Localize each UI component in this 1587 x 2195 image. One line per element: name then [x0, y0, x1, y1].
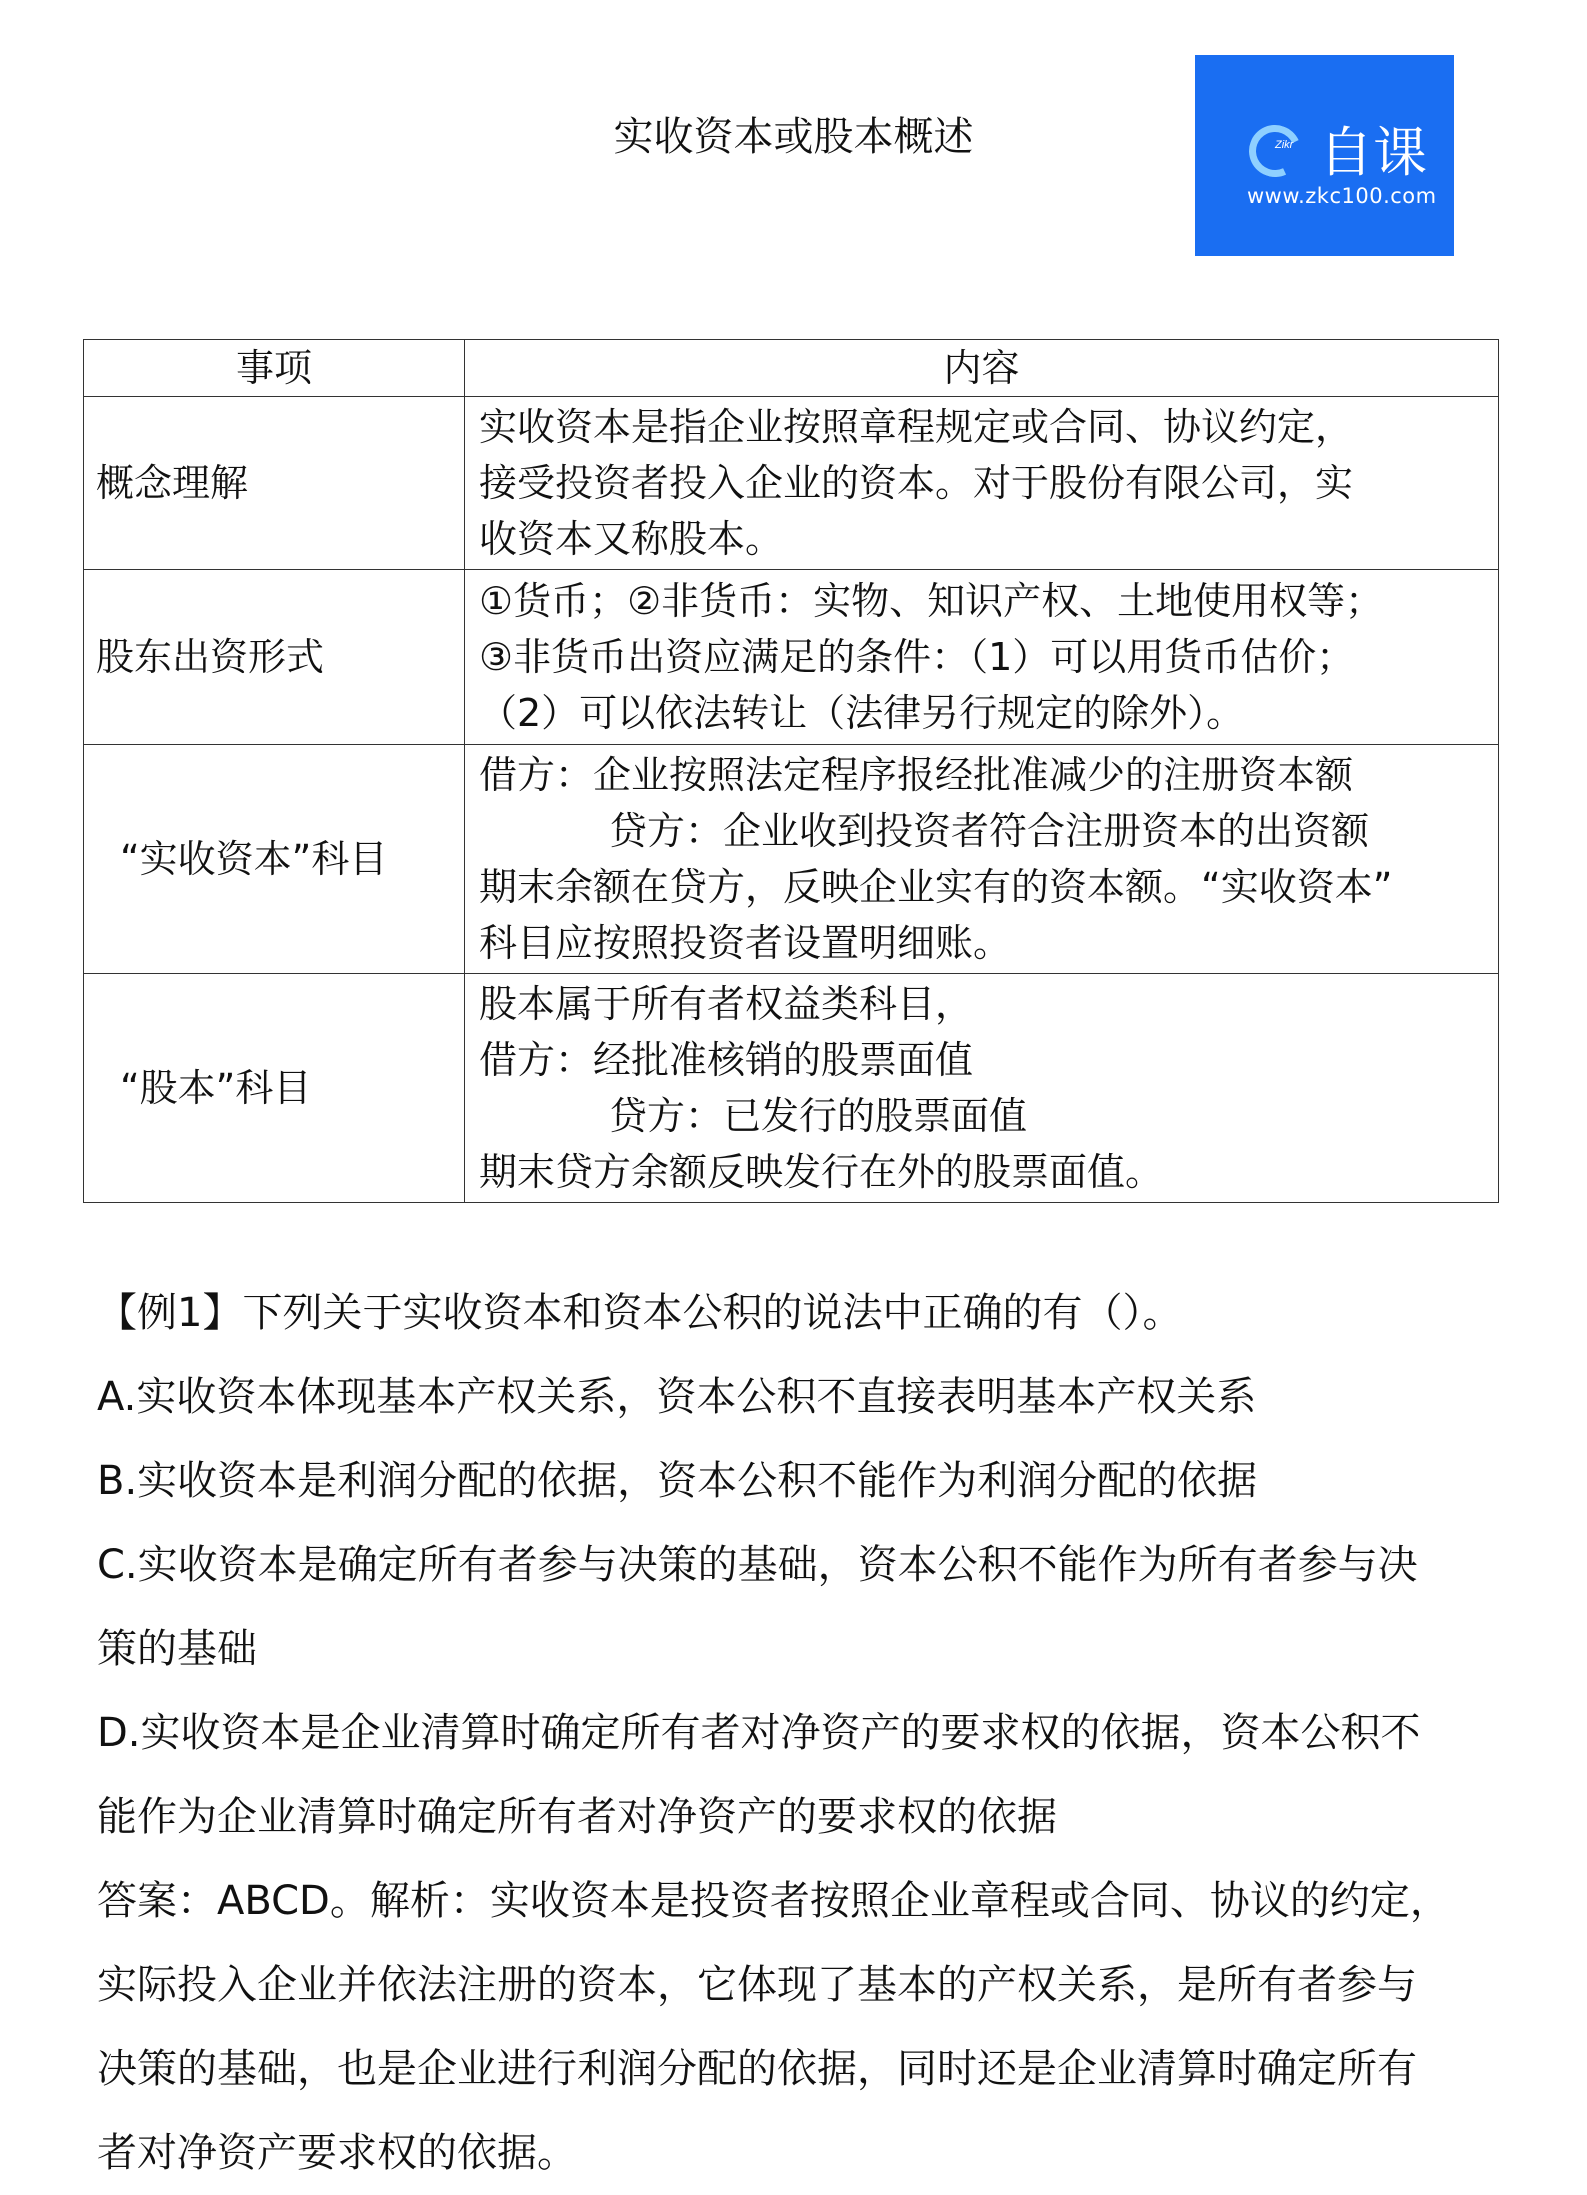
row-content	[465, 974, 1499, 1203]
content-line-text: 贷方：企业收到投资者符合注册资本的出资额	[609, 809, 1370, 853]
row-content	[465, 570, 1499, 745]
content-line: 期末贷方余额反映发行在外的股票面值。	[479, 1150, 1164, 1194]
content-line: 接受投资者投入企业的资本。对于股份有限公司，实	[479, 461, 1354, 505]
content-line: 借方：企业按照法定程序报经批准减少的注册资本额	[479, 753, 1354, 797]
option-a: A.实收资本体现基本产权关系，资本公积不直接表明基本产权关系	[97, 1374, 1257, 1420]
table-row	[84, 570, 1499, 745]
page-title: 实收资本或股本概述	[613, 114, 974, 160]
content-line: 借方：经批准核销的股票面值	[479, 1038, 974, 1082]
answer-line-2: 实际投入企业并依法注册的资本，它体现了基本的产权关系，是所有者参与	[97, 1962, 1417, 2008]
overview-table	[83, 339, 1499, 1203]
logo-mark-text: Zikr	[1275, 139, 1294, 151]
row-term: “股本”科目	[84, 974, 465, 1203]
option-c-line-1: C.实收资本是确定所有者参与决策的基础，资本公积不能作为所有者参与决	[97, 1542, 1418, 1588]
content-line: ①货币；②非货币：实物、知识产权、土地使用权等；	[479, 579, 1384, 623]
example-question: 【例1】下列关于实收资本和资本公积的说法中正确的有（）。	[97, 1290, 1183, 1336]
header-content: 内容	[465, 340, 1499, 397]
header-item: 事项	[84, 340, 465, 397]
content-line: ③非货币出资应满足的条件：（1）可以用货币估价；	[479, 635, 1355, 679]
logo-c-icon	[1242, 118, 1309, 185]
content-line: 实收资本是指企业按照章程规定或合同、协议约定，	[479, 405, 1354, 449]
brand-logo	[1195, 55, 1454, 256]
row-term: 概念理解	[84, 397, 465, 570]
content-line: 科目应按照投资者设置明细账。	[479, 921, 1012, 965]
option-b: B.实收资本是利润分配的依据，资本公积不能作为利润分配的依据	[97, 1458, 1258, 1504]
table-row	[84, 745, 1499, 974]
table-header-row	[84, 340, 1499, 397]
option-d-line-2: 能作为企业清算时确定所有者对净资产的要求权的依据	[97, 1794, 1057, 1840]
row-term: “实收资本”科目	[84, 745, 465, 974]
answer-line-1: 答案：ABCD。解析：实收资本是投资者按照企业章程或合同、协议的约定，	[97, 1878, 1450, 1924]
logo-url: www.zkc100.com	[1247, 184, 1437, 208]
content-line	[479, 803, 1486, 859]
table-row	[84, 397, 1499, 570]
option-c-line-2: 策的基础	[97, 1626, 257, 1672]
content-line: （2）可以依法转让（法律另行规定的除外）。	[479, 691, 1245, 735]
content-line-text: 贷方：已发行的股票面值	[609, 1094, 1028, 1138]
logo-name: 自课	[1319, 121, 1427, 184]
row-term: 股东出资形式	[84, 570, 465, 745]
row-content	[465, 745, 1499, 974]
content-line: 收资本又称股本。	[479, 517, 784, 561]
row-content	[465, 397, 1499, 570]
option-d-line-1: D.实收资本是企业清算时确定所有者对净资产的要求权的依据，资本公积不	[97, 1710, 1421, 1756]
table-row	[84, 974, 1499, 1203]
content-line: 股本属于所有者权益类科目，	[479, 982, 974, 1026]
content-line	[479, 1088, 1486, 1144]
answer-line-3: 决策的基础，也是企业进行利润分配的依据，同时还是企业清算时确定所有	[97, 2046, 1417, 2092]
answer-line-4: 者对净资产要求权的依据。	[97, 2130, 577, 2176]
content-line: 期末余额在贷方，反映企业实有的资本额。“实收资本”	[479, 865, 1393, 909]
